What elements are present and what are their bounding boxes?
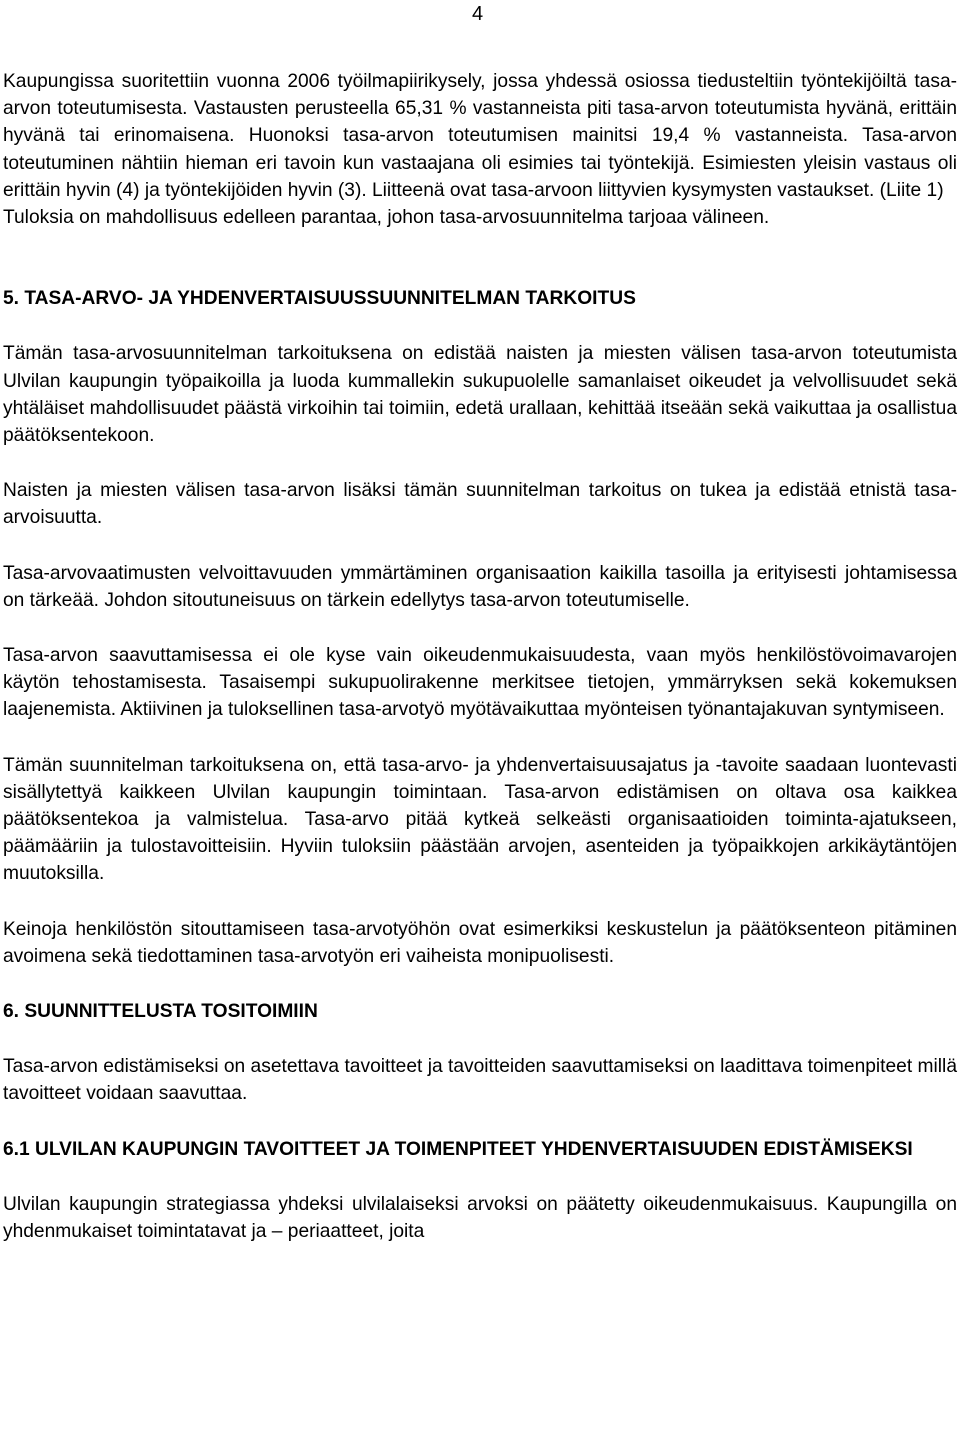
section-5-heading: 5. TASA-ARVO- JA YHDENVERTAISUUSSUUNNITELMAN TARKOITUS <box>3 288 636 310</box>
section-5-paragraph-4: Tasa-arvon saavuttamisessa ei ole kyse vain oikeudenmukaisuudesta, vaan myös henkilöstövoimavarojen käytön tehostamisesta. Tasaisempi sukupuolirakenne merkitsee tietojen, ymmärryksen sekä kokemuksen laajenemista. Aktiivinen ja tuloksellinen tasa-arvotyö myötävaikuttaa myönteisen työnantajakuvan syntymiseen. <box>3 645 957 721</box>
intro-paragraph: Kaupungissa suoritettiin vuonna 2006 työilmapiirikysely, jossa yhdessä osiossa tiedusteltiin työntekijöiltä tasa-arvon toteutumisesta. Vastausten perusteella 65,31 % vastanneista piti tasa-arvon toteutumista hyvänä, erittäin hyvänä tai erinomaisena. Huonoksi tasa-arvon toteutumisen mainitsi 19,4 % vastanneista. Tasa-arvon toteutuminen nähtiin hieman eri tavoin kun vastaajana oli esimies tai työntekijä. Esimiesten yleisin vastaus oli erittäin hyvin (4) ja työntekijöiden hyvin (3). Liitteenä ovat tasa-arvoon liittyvien kysymysten vastaukset. (Liite 1) <box>3 71 957 201</box>
section-5-paragraph-1: Tämän tasa-arvosuunnitelman tarkoituksena on edistää naisten ja miesten välisen tasa-arvon toteutumista Ulvilan kaupungin työpaikoilla ja luoda kummallekin sukupuolelle samanlaiset oikeudet ja velvollisuudet sekä yhtäläiset mahdollisuudet päästä virkoihin tai toimiin, edetä urallaan, kehittää itseään sekä vaikuttaa ja osallistua päätöksentekoon. <box>3 343 957 447</box>
section-5-paragraph-3: Tasa-arvovaatimusten velvoittavuuden ymmärtäminen organisaation kaikilla tasoilla ja erityisesti johtamisessa on tärkeää. Johdon sitoutuneisuus on tärkein edellytys tasa-arvon toteutumiselle. <box>3 562 957 611</box>
page-number: 4 <box>472 3 484 25</box>
section-5-paragraph-6: Keinoja henkilöstön sitouttamiseen tasa-arvotyöhön ovat esimerkiksi keskustelun ja päätöksenteon pitäminen avoimena sekä tiedottaminen tasa-arvotyön eri vaiheista monipuolisesti. <box>3 918 957 967</box>
section-6-1-heading: 6.1 ULVILAN KAUPUNGIN TAVOITTEET JA TOIMENPITEET YHDENVERTAISUUDEN EDISTÄMISEKSI <box>3 1138 913 1160</box>
section-6-paragraph-1: Tasa-arvon edistämiseksi on asetettava tavoitteet ja tavoitteiden saavuttamiseksi on laadittava toimenpiteet millä tavoitteet voidaan saavuttaa. <box>3 1056 957 1105</box>
intro-conclusion: Tuloksia on mahdollisuus edelleen parantaa, johon tasa-arvosuunnitelma tarjoaa välineen. <box>3 207 770 229</box>
section-5-paragraph-2: Naisten ja miesten välisen tasa-arvon lisäksi tämän suunnitelman tarkoitus on tukea ja edistää etnistä tasa-arvoisuutta. <box>3 480 957 529</box>
document-body <box>3 68 957 1245</box>
section-6-1-paragraph-1: Ulvilan kaupungin strategiassa yhdeksi ulvilalaiseksi arvoksi on päätetty oikeudenmukaisuus. Kaupungilla on yhdenmukaiset toimintatavat ja – periaatteet, joita <box>3 1193 957 1243</box>
section-6-heading: 6. SUUNNITTELUSTA TOSITOIMIIN <box>3 1001 318 1023</box>
section-5-paragraph-5: Tämän suunnitelman tarkoituksena on, että tasa-arvo- ja yhdenvertaisuusajatus ja -tavoite saadaan luontevasti sisällytettyä kaikkeen Ulvilan kaupungin toimintaan. Tasa-arvon edistämisen on oltava osa kaikkea päätöksentekoa ja valmistelua. Tasa-arvo pitää kytkeä selkeästi organisaatioiden toiminta-ajatukseen, päämääriin ja tulostavoitteisiin. Hyviin tuloksiin päästään arvojen, asenteiden ja työpaikkojen arkikäytäntöjen muutoksilla. <box>3 754 957 885</box>
